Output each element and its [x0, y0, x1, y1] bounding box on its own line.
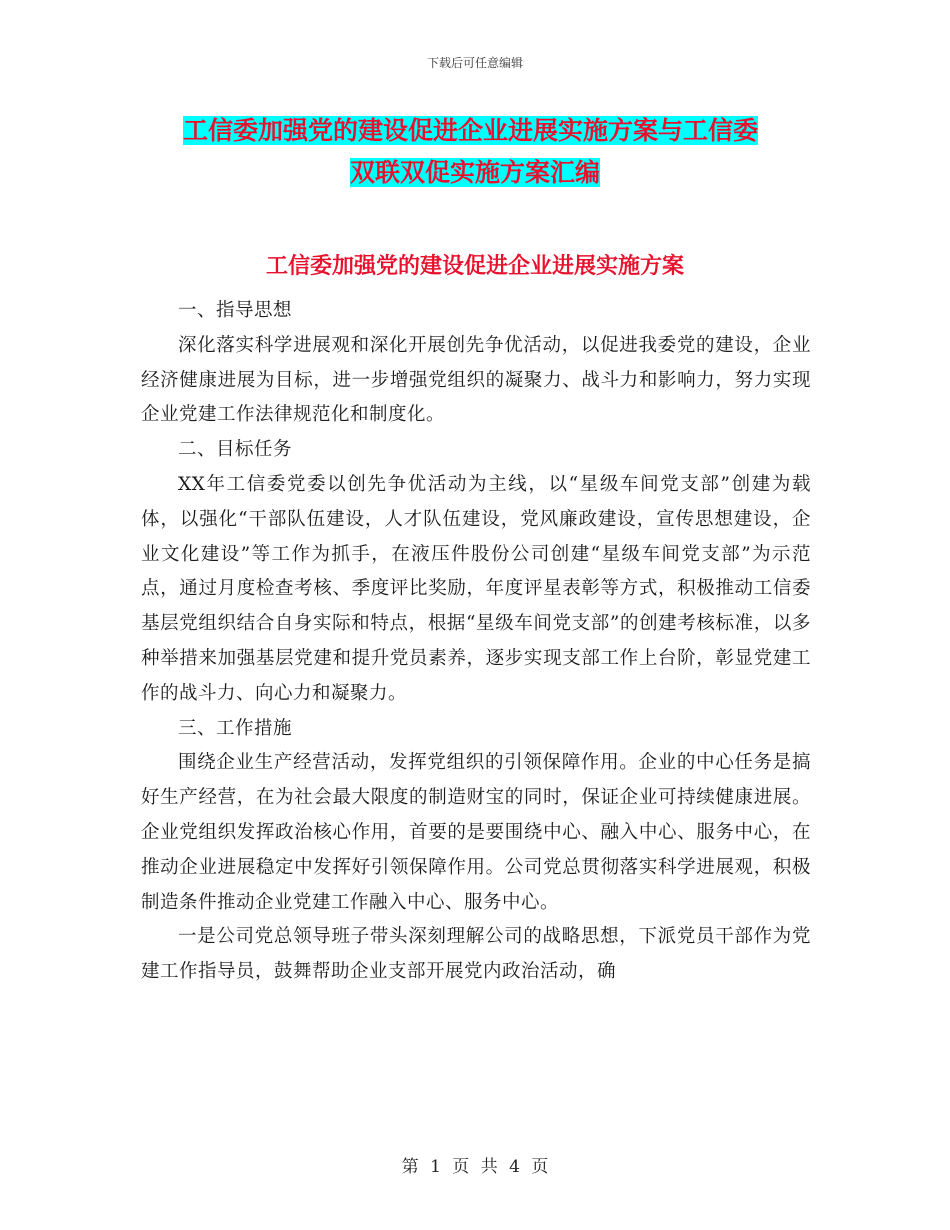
paragraph-work-measures: 围绕企业生产经营活动，发挥党组织的引领保障作用。企业的中心任务是搞好生产经营，在为社会最大限度的制造财宝的同时，保证企业可持续健康进展。企业党组织发挥政治核心作用，首要的是要围绕中心、融入中心、服务中心，在推动企业进展稳定中发挥好引领保障作用。公司党总贯彻落实科学进展观，积极制造条件推动企业党建工作融入中心、服务中心。: [141, 752, 811, 913]
section-title: 工信委加强党的建设促进企业进展实施方案: [265, 254, 684, 279]
document-title-line-1: [183, 116, 803, 146]
paragraph-goals-tasks: XX年工信委党委以创先争优活动为主线，以“星级车间党支部”创建为载体，以强化“干部队伍建设，人才队伍建设，党风廉政建设，宣传思想建设，企业文化建设”等工作为抓手，在液压件股份公司创建“星级车间党支部”为示范点，通过月度检查考核、季度评比奖励，年度评星表彰等方式，积极推动工信委基层党组织结合自身实际和特点，根据“星级车间党支部”的创建考核标准，以多种举措来加强基层党建和提升党员素养，逐步实现支部工作上台阶，彰显党建工作的战斗力、向心力和凝聚力。: [141, 473, 811, 704]
paragraph-guiding-ideology: 深化落实科学进展观和深化开展创先争优活动，以促进我委党的建设，企业经济健康进展为目标，进一步增强党组织的凝聚力、战斗力和影响力，努力实现企业党建工作法律规范化和制度化。: [141, 334, 811, 426]
page-header-note: 下载后可任意编辑: [426, 56, 523, 70]
heading-work-measures: 三、工作措施: [178, 717, 293, 739]
document-title-line-2-text: 双联双促实施方案汇编: [349, 158, 600, 187]
heading-goals-tasks: 二、目标任务: [178, 439, 293, 461]
document-body: [141, 294, 811, 990]
paragraph-measure-one: 一是公司党总领导班子带头深刻理解公司的战略思想，下派党员干部作为党建工作指导员，鼓舞帮助企业支部开展党内政治活动，确: [141, 926, 811, 983]
page-footer-indicator: 第 1 页 共 4 页: [401, 1157, 549, 1177]
document-title-line-1-text: 工信委加强党的建设促进企业进展实施方案与工信委: [183, 116, 759, 145]
heading-guiding-ideology: 一、指导思想: [178, 300, 293, 321]
document-title-line-2: [140, 158, 810, 188]
